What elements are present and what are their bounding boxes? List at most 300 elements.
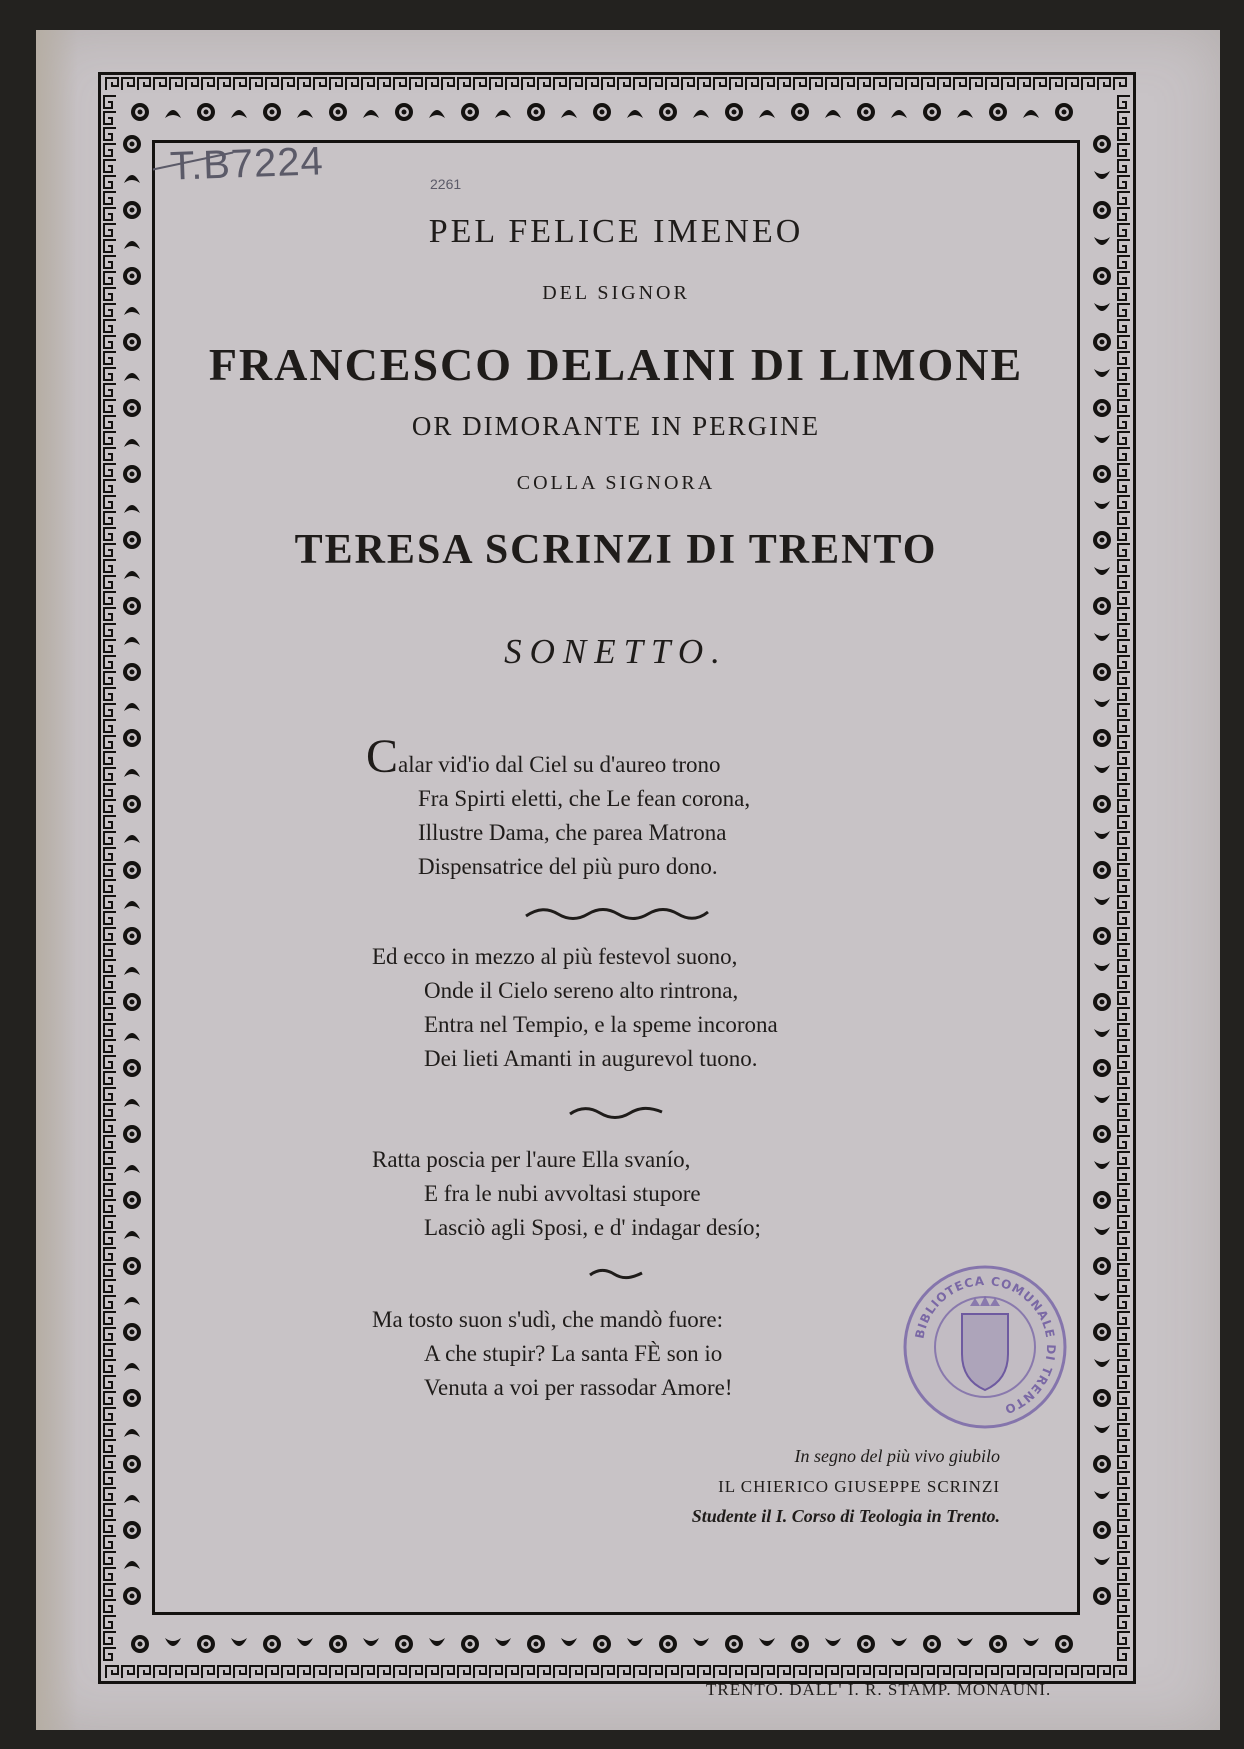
leaf-ornament [124, 241, 140, 249]
greek-key [650, 1666, 662, 1678]
greek-key [234, 78, 246, 90]
greek-key [104, 256, 116, 268]
stanza-2 [372, 940, 778, 1076]
greek-key [1098, 78, 1110, 90]
rosette-dot [1100, 1528, 1105, 1533]
greek-key [1118, 176, 1130, 188]
leaf-ornament [1094, 501, 1110, 509]
greek-key [104, 800, 116, 812]
greek-key [586, 1666, 598, 1678]
greek-key [202, 78, 214, 90]
greek-key [104, 1616, 116, 1628]
greek-key [938, 1666, 950, 1678]
greek-key [104, 368, 116, 380]
leaf-ornament [1094, 1095, 1110, 1103]
greek-key [266, 1666, 278, 1678]
greek-key [1118, 1024, 1130, 1036]
rosette-dot [732, 1642, 737, 1647]
greek-key [104, 208, 116, 220]
greek-key [106, 78, 118, 90]
greek-key [104, 1520, 116, 1532]
greek-key [1118, 928, 1130, 940]
greek-key [858, 1666, 870, 1678]
greek-key [1118, 1504, 1130, 1516]
greek-key [1118, 1600, 1130, 1612]
greek-key [1118, 128, 1130, 140]
greek-key [104, 1008, 116, 1020]
greek-key [298, 1666, 310, 1678]
greek-key [1118, 592, 1130, 604]
greek-key [1018, 78, 1030, 90]
rosette-dot [1062, 1642, 1067, 1647]
greek-key [874, 1666, 886, 1678]
greek-key [1118, 1568, 1130, 1580]
stanza-line: E fra le nubi avvoltasi stupore [424, 1181, 701, 1206]
greek-key [1118, 864, 1130, 876]
leaf-ornament [891, 110, 907, 118]
greek-key [314, 1666, 326, 1678]
rosette-dot [1100, 670, 1105, 675]
greek-key [104, 544, 116, 556]
greek-key [1118, 1584, 1130, 1596]
greek-key [554, 78, 566, 90]
leaf-ornament [231, 1638, 247, 1646]
greek-key [1118, 816, 1130, 828]
greek-key [1118, 320, 1130, 332]
greek-key [1118, 144, 1130, 156]
greek-key [104, 1632, 116, 1644]
greek-key [1118, 512, 1130, 524]
greek-key [1118, 1120, 1130, 1132]
leaf-ornament [561, 110, 577, 118]
greek-key [1118, 1168, 1130, 1180]
greek-key [104, 960, 116, 972]
greek-key [890, 1666, 902, 1678]
stanza-line: Entra nel Tempio, e la speme incorona [424, 1012, 778, 1037]
leaf-ornament [231, 110, 247, 118]
greek-key [666, 1666, 678, 1678]
genre-heading: SONETTO. [504, 632, 728, 671]
leaf-ornament [165, 110, 181, 118]
greek-key [218, 78, 230, 90]
rosette-dot [336, 1642, 341, 1647]
greek-key [810, 78, 822, 90]
greek-key [104, 688, 116, 700]
groom-name: FRANCESCO DELAINI DI LIMONE [208, 339, 1024, 390]
greek-key [1018, 1666, 1030, 1678]
rosette-dot [468, 110, 473, 115]
greek-key [1118, 1216, 1130, 1228]
rosette-dot [130, 142, 135, 147]
leaf-ornament [124, 1429, 140, 1437]
rosette-dot [798, 1642, 803, 1647]
greek-key [1118, 368, 1130, 380]
greek-key [1118, 1152, 1130, 1164]
greek-key [602, 78, 614, 90]
rosette-dot [204, 1642, 209, 1647]
greek-key [1118, 992, 1130, 1004]
greek-key [794, 78, 806, 90]
greek-key [1118, 480, 1130, 492]
leaf-ornament [124, 1561, 140, 1569]
dedication-line: In segno del più vivo giubilo [794, 1446, 1000, 1466]
greek-key [104, 832, 116, 844]
greek-key [1118, 704, 1130, 716]
greek-key [394, 1666, 406, 1678]
greek-key [104, 224, 116, 236]
rosette-dot [600, 1642, 605, 1647]
greek-key [1118, 336, 1130, 348]
greek-key [282, 78, 294, 90]
greek-key [1118, 304, 1130, 316]
rosette-dot [130, 1066, 135, 1071]
stanza-line: Dei lieti Amanti in augurevol tuono. [424, 1046, 758, 1071]
leaf-ornament [1094, 369, 1110, 377]
greek-key [104, 1456, 116, 1468]
greek-key [104, 112, 116, 124]
greek-key [1118, 544, 1130, 556]
greek-key [1098, 1666, 1110, 1678]
greek-key [104, 976, 116, 988]
greek-key [1118, 1088, 1130, 1100]
rosette-dot [130, 670, 135, 675]
greek-key [104, 608, 116, 620]
leaf-ornament [124, 1231, 140, 1239]
greek-key [1118, 1232, 1130, 1244]
greek-key [104, 304, 116, 316]
stanza-4 [372, 1303, 732, 1405]
greek-key [1118, 1472, 1130, 1484]
rosette-dot [1100, 604, 1105, 609]
rosette-dot [130, 1594, 135, 1599]
greek-key [1118, 1648, 1130, 1660]
greek-key [522, 78, 534, 90]
leaf-ornament [1094, 1029, 1110, 1037]
greek-key [554, 1666, 566, 1678]
rosette-dot [1100, 1462, 1105, 1467]
leaf-ornament [1094, 1491, 1110, 1499]
leaf-ornament [1094, 1425, 1110, 1433]
rosette-dot [864, 1642, 869, 1647]
rosette-dot [1100, 1198, 1105, 1203]
greek-key [618, 78, 630, 90]
rosette-dot [732, 110, 737, 115]
greek-key [104, 272, 116, 284]
greek-key [1118, 1632, 1130, 1644]
greek-key [1118, 848, 1130, 860]
stanza-line: Venuta a voi per rassodar Amore! [424, 1375, 733, 1400]
leaf-ornament [429, 1638, 445, 1646]
greek-key [1114, 1666, 1126, 1678]
greek-key [826, 78, 838, 90]
greek-key [104, 240, 116, 252]
greek-key [1118, 432, 1130, 444]
rosette-dot [204, 110, 209, 115]
greek-key [104, 912, 116, 924]
greek-key [1118, 768, 1130, 780]
rosette-dot [130, 1000, 135, 1005]
greek-key [1118, 912, 1130, 924]
greek-key [1118, 192, 1130, 204]
greek-key [538, 1666, 550, 1678]
leaf-ornament [124, 769, 140, 777]
rosette-dot [1100, 1330, 1105, 1335]
greek-key [104, 1264, 116, 1276]
greek-key [104, 480, 116, 492]
rosette-dot [130, 1198, 135, 1203]
greek-key [186, 1666, 198, 1678]
leaf-ornament [1094, 171, 1110, 179]
greek-key [1118, 1456, 1130, 1468]
greek-key [810, 1666, 822, 1678]
rosette-dot [270, 110, 275, 115]
greek-key [442, 1666, 454, 1678]
greek-key [1050, 78, 1062, 90]
greek-key [506, 1666, 518, 1678]
greek-key [1118, 272, 1130, 284]
greek-key [104, 1536, 116, 1548]
greek-key [1118, 576, 1130, 588]
greek-key [1118, 1136, 1130, 1148]
drop-cap: C [366, 730, 399, 783]
leaf-ornament [165, 1638, 181, 1646]
stamp-text: BIBLIOTECA COMUNALE DI TRENTO [912, 1273, 1059, 1417]
library-stamp [900, 1262, 1070, 1432]
rosette-dot [138, 1642, 143, 1647]
greek-key [104, 432, 116, 444]
greek-key [730, 1666, 742, 1678]
greek-key [1118, 832, 1130, 844]
leaf-ornament [1094, 1557, 1110, 1565]
leaf-ornament [297, 110, 313, 118]
greek-key [682, 1666, 694, 1678]
bride-name: TERESA SCRINZI DI TRENTO [294, 527, 938, 573]
greek-key [104, 1360, 116, 1372]
greek-key [104, 448, 116, 460]
greek-key [104, 1568, 116, 1580]
greek-key [1114, 78, 1126, 90]
rosette-dot [130, 274, 135, 279]
rosette-dot [600, 110, 605, 115]
greek-key [1118, 1200, 1130, 1212]
greek-key [954, 78, 966, 90]
greek-key [1118, 464, 1130, 476]
greek-key [104, 720, 116, 732]
greek-key [1118, 1616, 1130, 1628]
rosette-dot [1100, 538, 1105, 543]
greek-key [714, 78, 726, 90]
greek-key [104, 560, 116, 572]
rosette-dot [996, 110, 1001, 115]
greek-key [1118, 656, 1130, 668]
leaf-ornament [693, 110, 709, 118]
greek-key [104, 1312, 116, 1324]
greek-key [104, 1200, 116, 1212]
leaf-ornament [1023, 110, 1039, 118]
leaf-ornament [495, 110, 511, 118]
greek-key [682, 78, 694, 90]
greek-key [890, 78, 902, 90]
rosette-dot [666, 110, 671, 115]
greek-key [1118, 160, 1130, 172]
greek-key [1118, 1312, 1130, 1324]
rosette-dot [130, 208, 135, 213]
leaf-ornament [124, 637, 140, 645]
greek-key [104, 128, 116, 140]
greek-key [986, 1666, 998, 1678]
stanza-line: Ratta poscia per l'aure Ella svanío, [372, 1147, 691, 1172]
greek-key [104, 1280, 116, 1292]
leaf-ornament [495, 1638, 511, 1646]
greek-key [778, 1666, 790, 1678]
rosette-dot [130, 406, 135, 411]
greek-key [1118, 1184, 1130, 1196]
leaf-ornament [124, 175, 140, 183]
rosette-dot [1100, 802, 1105, 807]
greek-key [1118, 720, 1130, 732]
greek-key [906, 78, 918, 90]
rosette-dot [996, 1642, 1001, 1647]
greek-key [186, 78, 198, 90]
greek-key [746, 78, 758, 90]
greek-key [104, 1584, 116, 1596]
rosette-dot [1100, 1594, 1105, 1599]
greek-key [104, 704, 116, 716]
greek-key [104, 1296, 116, 1308]
rosette-dot [336, 110, 341, 115]
greek-key [1118, 1056, 1130, 1068]
greek-key [1082, 78, 1094, 90]
rosette-dot [130, 340, 135, 345]
greek-key [266, 78, 278, 90]
greek-key [104, 1472, 116, 1484]
greek-key [170, 78, 182, 90]
rosette-dot [1100, 1000, 1105, 1005]
greek-key [104, 176, 116, 188]
greek-key [826, 1666, 838, 1678]
greek-key [1066, 1666, 1078, 1678]
stanza-line [366, 730, 750, 783]
greek-key [1118, 976, 1130, 988]
greek-key [970, 1666, 982, 1678]
leaf-ornament [124, 1297, 140, 1305]
rosette-dot [1100, 208, 1105, 213]
greek-key [874, 78, 886, 90]
greek-key [442, 78, 454, 90]
rosette-dot [930, 110, 935, 115]
greek-key [1118, 1424, 1130, 1436]
greek-key [104, 160, 116, 172]
greek-key [506, 78, 518, 90]
stanza-1 [366, 730, 751, 884]
greek-key [570, 1666, 582, 1678]
greek-key [1118, 416, 1130, 428]
greek-key [458, 78, 470, 90]
stanza-line: Lasciò agli Sposi, e d' indagar desío; [424, 1215, 761, 1240]
leaf-ornament [124, 307, 140, 315]
greek-key [842, 1666, 854, 1678]
greek-key [1118, 896, 1130, 908]
rosette-dot [1100, 1396, 1105, 1401]
greek-key [1118, 1408, 1130, 1420]
leaf-ornament [363, 110, 379, 118]
rosette-dot [402, 110, 407, 115]
greek-key [104, 992, 116, 1004]
greek-key [104, 352, 116, 364]
rosette-dot [930, 1642, 935, 1647]
greek-key [282, 1666, 294, 1678]
greek-key [170, 1666, 182, 1678]
greek-key [1118, 1488, 1130, 1500]
greek-key [1118, 608, 1130, 620]
leaf-ornament [1094, 567, 1110, 575]
greek-key [1082, 1666, 1094, 1678]
stanza-line: Illustre Dama, che parea Matrona [418, 820, 727, 845]
greek-key [104, 1328, 116, 1340]
greek-key [1118, 1552, 1130, 1564]
greek-key [104, 1248, 116, 1260]
greek-key [538, 78, 550, 90]
rosette-dot [130, 802, 135, 807]
greek-key [104, 1392, 116, 1404]
greek-key [346, 78, 358, 90]
greek-key [104, 1120, 116, 1132]
leaf-ornament [957, 1638, 973, 1646]
greek-key [104, 1232, 116, 1244]
leaf-ornament [1094, 237, 1110, 245]
greek-key [650, 78, 662, 90]
leaf-ornament [124, 373, 140, 381]
greek-key [1118, 1376, 1130, 1388]
greek-key [1118, 1008, 1130, 1020]
greek-key [922, 78, 934, 90]
greek-key [1118, 288, 1130, 300]
leaf-ornament [759, 1638, 775, 1646]
leaf-ornament [1094, 1293, 1110, 1301]
leaf-ornament [1094, 435, 1110, 443]
greek-key [104, 656, 116, 668]
rosette-dot [1100, 340, 1105, 345]
greek-key [1118, 384, 1130, 396]
rosette-dot [130, 1132, 135, 1137]
greek-key [858, 78, 870, 90]
greek-key [474, 78, 486, 90]
title-line-5: COLLA SIGNORA [516, 472, 716, 494]
greek-key [1118, 880, 1130, 892]
greek-key [490, 1666, 502, 1678]
leaf-ornament [1094, 831, 1110, 839]
greek-key [698, 1666, 710, 1678]
leaf-ornament [124, 571, 140, 579]
rosette-dot [1100, 1132, 1105, 1137]
greek-key [522, 1666, 534, 1678]
greek-key [104, 1184, 116, 1196]
greek-key [104, 1424, 116, 1436]
leaf-ornament [825, 1638, 841, 1646]
rosette-dot [1100, 274, 1105, 279]
greek-key [104, 1136, 116, 1148]
greek-key [104, 496, 116, 508]
greek-key [1050, 1666, 1062, 1678]
greek-key [138, 78, 150, 90]
greek-key [104, 736, 116, 748]
greek-key [1118, 352, 1130, 364]
greek-key [490, 78, 502, 90]
leaf-ornament [124, 1363, 140, 1371]
rosette-dot [534, 110, 539, 115]
greek-key [1118, 448, 1130, 460]
greek-key [1118, 240, 1130, 252]
